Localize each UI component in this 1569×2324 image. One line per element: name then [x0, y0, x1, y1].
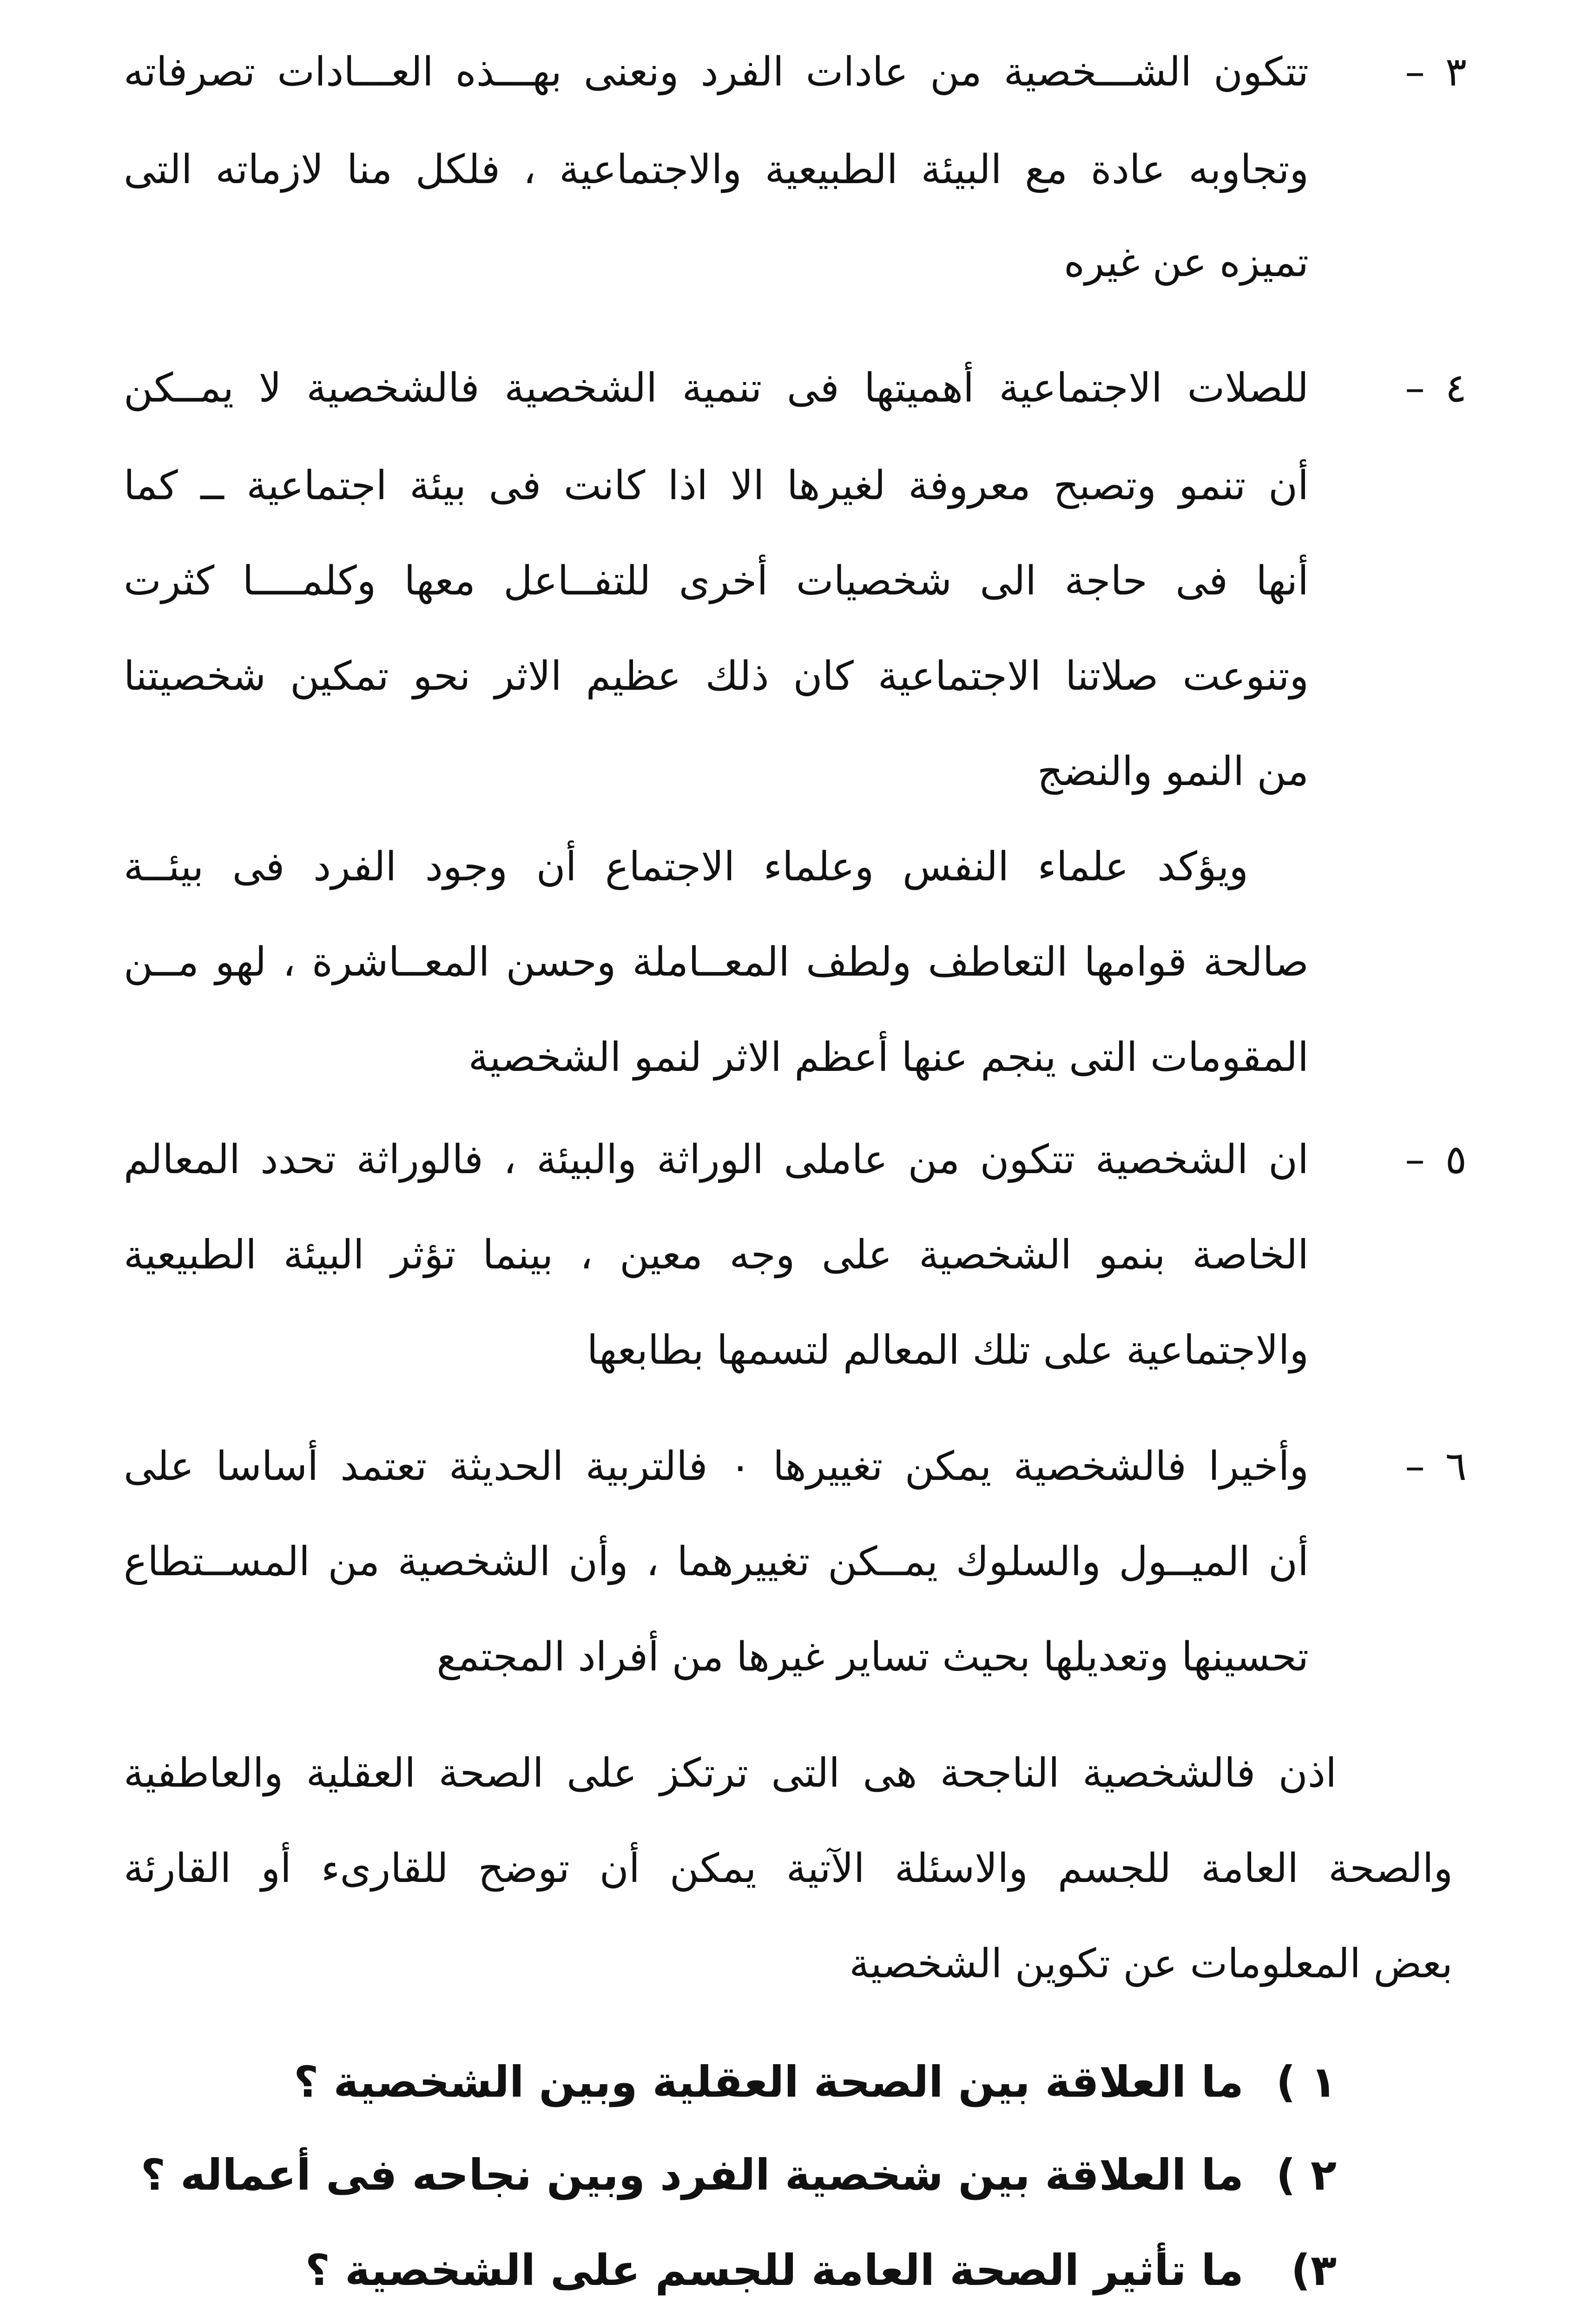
paragraph-line: المقومات التى ينجم عنها أعظم الاثر لنمو الشخصية	[468, 1034, 1309, 1081]
paragraph-line: صالحة قوامها التعاطف ولطف المعــاملة وحسن المعــاشرة ، لهو مــن	[124, 939, 1309, 985]
paragraph-line: للصلات الاجتماعية أهميتها فى تنمية الشخصية فالشخصية لا يمــكن	[124, 365, 1309, 411]
item-number: ٦	[1445, 1443, 1467, 1490]
question-text: ما تأثير الصحة العامة للجسم على الشخصية ؟	[305, 2245, 1244, 2295]
paragraph-line: تتكون الشـــخصية من عادات الفرد ونعنى بهـــذه العـــادات تصرفاته	[124, 49, 1309, 95]
paragraph-line: من النمو والنضج	[1037, 748, 1309, 795]
paragraph-line: والاجتماعية على تلك المعالم لتسمها بطابعها	[587, 1327, 1309, 1373]
paragraph-line: والصحة العامة للجسم والاسئلة الآتية يمكن أن توضح للقارىء أو القارئة	[124, 1845, 1453, 1892]
paragraph-line: تميزه عن غيره	[1063, 239, 1309, 286]
paragraph-line: وتجاوبه عادة مع البيئة الطبيعية والاجتماعية ، فلكل منا لازماته التى	[124, 146, 1309, 193]
paragraph-line: وأخيرا فالشخصية يمكن تغييرها ٠ فالتربية الحديثة تعتمد أساسا على	[124, 1443, 1309, 1490]
paragraph-line: تحسينها وتعديلها بحيث تساير غيرها من أفراد المجتمع	[436, 1634, 1309, 1680]
item-number: ٣	[1445, 49, 1467, 95]
paragraph-line: الخاصة بنمو الشخصية على وجه معين ، بينما تؤثر البيئة الطبيعية	[124, 1232, 1309, 1278]
paragraph-line: اذن فالشخصية الناجحة هى التى ترتكز على الصحة العقلية والعاطفية	[124, 1750, 1337, 1796]
item-number: ٤	[1445, 365, 1467, 411]
item-dash: –	[1405, 1443, 1425, 1490]
paragraph-line: أن الميــول والسلوك يمــكن تغييرهما ، وأن الشخصية من المســتطاع	[124, 1538, 1309, 1585]
paragraph-line: ويؤكد علماء النفس وعلماء الاجتماع أن وجود الفرد فى بيئــة	[124, 844, 1248, 890]
item-number: ٥	[1445, 1136, 1467, 1183]
item-dash: –	[1405, 365, 1425, 411]
question-number: ١ )	[1276, 2057, 1337, 2107]
question-text: ما العلاقة بين الصحة العقلية وبين الشخصية ؟	[294, 2057, 1244, 2107]
question-text: ما العلاقة بين شخصية الفرد وبين نجاحه فى أعماله ؟	[140, 2150, 1244, 2200]
paragraph-line: أن تنمو وتصبح معروفة لغيرها الا اذا كانت فى بيئة اجتماعية ــ كما	[124, 462, 1309, 509]
paragraph-line: ان الشخصية تتكون من عاملى الوراثة والبيئة ، فالوراثة تحدد المعالم	[124, 1136, 1309, 1183]
item-dash: –	[1405, 1136, 1425, 1183]
item-dash: –	[1405, 49, 1425, 95]
paragraph-line: أنها فى حاجة الى شخصيات أخرى للتفــاعل معها وكلمــــا كثرت	[124, 558, 1309, 604]
question-number: ٢ )	[1276, 2150, 1337, 2200]
paragraph-line: وتنوعت صلاتنا الاجتماعية كان ذلك عظيم الاثر نحو تمكين شخصيتنا	[124, 653, 1309, 700]
question-number: ٣)	[1291, 2245, 1337, 2295]
paragraph-line: بعض المعلومات عن تكوين الشخصية	[849, 1941, 1453, 1987]
